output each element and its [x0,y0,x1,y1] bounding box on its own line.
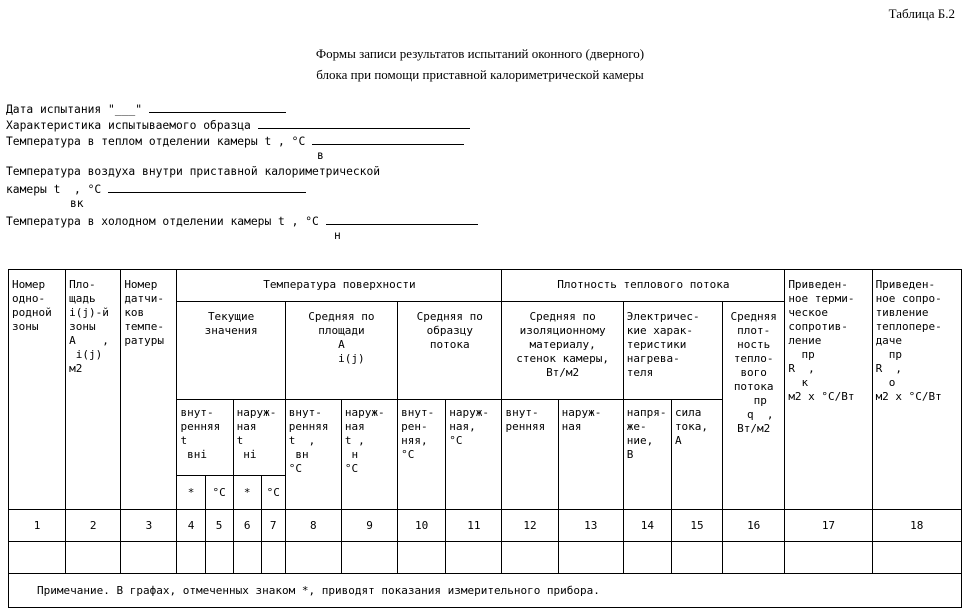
blank-cell[interactable] [671,542,722,574]
header-current-values: Текущие значения [177,302,285,400]
header-inner-sample: внут- рен- няя, °C [398,400,446,510]
header-average-by-area: Средняя по площади A i(j) [285,302,397,400]
header-electrical-characteristics: Электричес- кие харак- теристики нагрева- теля [623,302,722,400]
table-label: Таблица Б.2 [888,6,955,21]
table-note: Примечание. В графах, отмеченных знаком *, приводят показания измерительного прибора. [9,574,962,608]
blank-cell[interactable] [502,542,558,574]
warm-subscript: в [317,149,324,162]
blank-cell[interactable] [446,542,502,574]
column-number: 18 [872,510,961,542]
header-heat-transfer-resistance: Приведен- ное сопро- тивление теплопере- даче пр R , о м2 x °C/Вт [872,270,961,510]
cold-blank[interactable] [326,212,478,225]
inside-field [6,180,306,198]
header-sensor-number: Номер датчи- ков темпе- ратуры [121,270,177,510]
header-current-strength: сила тока, А [671,400,722,510]
blank-cell[interactable] [398,542,446,574]
header-star-marker: * [177,476,205,510]
warm-label: Температура в теплом отделении камеры t , °C [6,135,306,148]
column-number: 12 [502,510,558,542]
header-inner-current: внут- ренняя t вні [177,400,233,476]
header-voltage: напря- же- ние, В [623,400,671,510]
blank-cell[interactable] [9,542,66,574]
inside-blank[interactable] [108,180,306,193]
blank-cell[interactable] [121,542,177,574]
results-table [8,269,962,608]
cold-label: Температура в холодном отделении камеры t , °C [6,215,319,228]
column-number: 5 [205,510,233,542]
column-number: 8 [285,510,341,542]
warm-field [6,132,464,150]
blank-cell[interactable] [205,542,233,574]
header-degrees-celsius: °C [261,476,285,510]
header-zone-area: Пло- щадь i(j)-й зоны A , i(j) м2 [66,270,121,510]
column-number: 1 [9,510,66,542]
column-number: 17 [785,510,872,542]
title-line-2: блока при помощи приставной калориметрической камеры [316,67,644,82]
column-number: 13 [558,510,623,542]
inside-field-line1: Температура воздуха внутри приставной калориметрической [6,165,381,178]
header-heat-flux-density: Плотность теплового потока [502,270,785,302]
column-number: 16 [723,510,785,542]
cold-field [6,212,478,230]
header-inner-average: внут- ренняя t , вн °C [285,400,341,510]
title-line-1: Формы записи результатов испытаний оконного (дверного) [315,46,645,61]
blank-data-row [9,542,962,574]
blank-cell[interactable] [177,542,205,574]
header-average-flux-density: Средняя плот- ность тепло- вого потока пр q , Вт/м2 [723,302,785,510]
inside-label: камеры t , °C [6,183,102,196]
column-number: 7 [261,510,285,542]
column-number: 10 [398,510,446,542]
header-degrees-celsius: °C [205,476,233,510]
blank-cell[interactable] [261,542,285,574]
column-number-row [9,510,962,542]
blank-cell[interactable] [66,542,121,574]
cold-subscript: н [334,229,341,242]
header-outer-average: наруж- ная t , н °C [341,400,397,510]
column-number: 6 [233,510,261,542]
sample-blank[interactable] [258,116,470,129]
column-number: 9 [341,510,397,542]
column-number: 14 [623,510,671,542]
header-thermal-resistance: Приведен- ное терми- ческое сопротив- ление пр R , к м2 x °C/Вт [785,270,872,510]
blank-cell[interactable] [558,542,623,574]
blank-cell[interactable] [233,542,261,574]
header-average-by-sample: Средняя по образцу потока [398,302,502,400]
column-number: 11 [446,510,502,542]
header-outer-current: наруж- ная t ні [233,400,285,476]
header-outer-sample: наруж- ная, °C [446,400,502,510]
header-insulation-average: Средняя по изоляционному материалу, стенок камеры, Вт/м2 [502,302,623,400]
blank-cell[interactable] [341,542,397,574]
document-title [0,43,960,85]
inside-subscript: вк [70,197,84,210]
column-number: 4 [177,510,205,542]
column-number: 3 [121,510,177,542]
blank-cell[interactable] [723,542,785,574]
header-outer-flux: наруж- ная [558,400,623,510]
header-surface-temperature: Температура поверхности [177,270,502,302]
blank-cell[interactable] [623,542,671,574]
column-number: 2 [66,510,121,542]
blank-cell[interactable] [785,542,872,574]
date-label: Дата испытания "___" [6,103,143,116]
header-star-marker: * [233,476,261,510]
header-zone-number: Номер одно- родной зоны [9,270,66,510]
column-number: 15 [671,510,722,542]
blank-cell[interactable] [285,542,341,574]
date-blank[interactable] [149,100,286,113]
warm-blank[interactable] [312,132,464,145]
sample-label: Характеристика испытываемого образца [6,119,251,132]
header-inner-flux: внут- ренняя [502,400,558,510]
blank-cell[interactable] [872,542,961,574]
